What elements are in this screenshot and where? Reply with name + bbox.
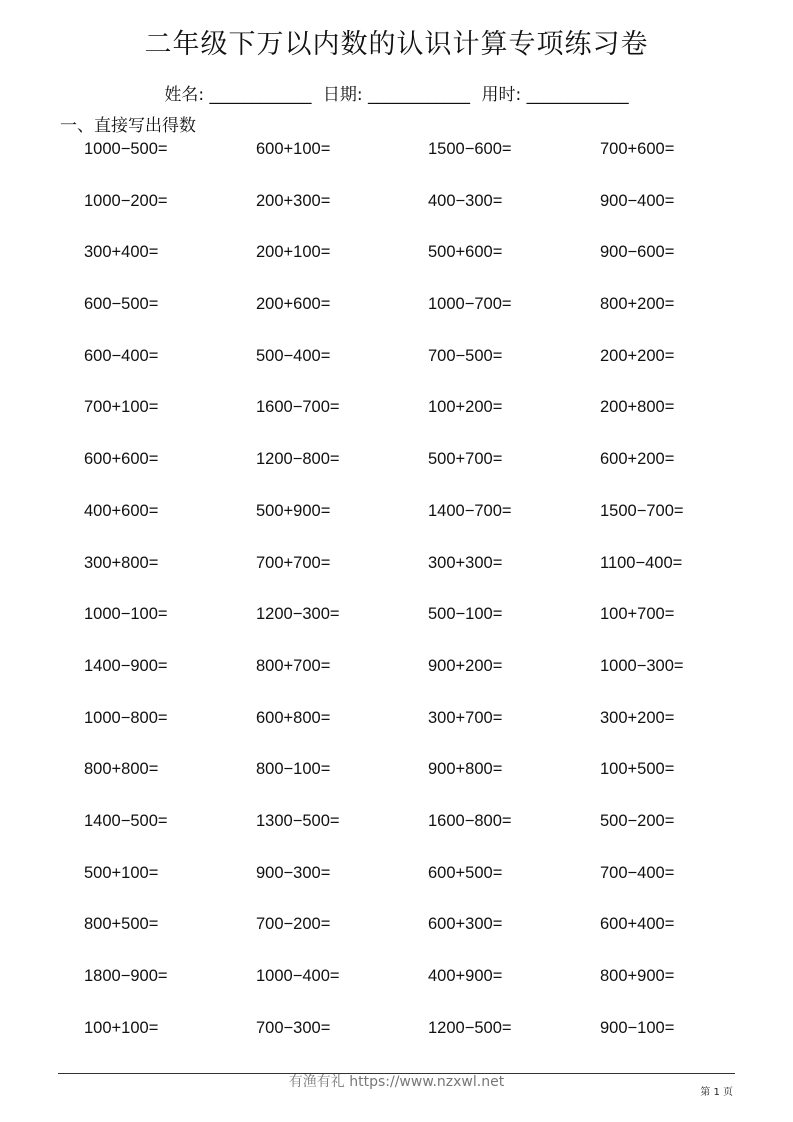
math-problem: 1600−800=: [428, 811, 512, 830]
math-problem: 900−600=: [600, 243, 675, 262]
math-problem: 1000−500=: [84, 140, 168, 158]
student-info-line: [0, 80, 793, 105]
math-problem: 1200−300=: [256, 605, 340, 624]
math-problem: 600−500=: [84, 295, 159, 314]
page-number: 第 1 页: [700, 1087, 733, 1098]
math-problem: 300+300=: [428, 553, 503, 572]
math-problem: 500−200=: [600, 811, 675, 830]
date-field-label: 日期: ____________: [322, 85, 471, 105]
math-problem: 100+500=: [600, 760, 675, 779]
math-problem: 300+700=: [428, 708, 503, 727]
math-problem: 400−300=: [428, 191, 503, 210]
math-problem: 600−400=: [84, 346, 159, 365]
math-problem: 1800−900=: [84, 967, 168, 985]
math-problem: 800+900=: [600, 967, 675, 985]
math-problem: 1200−800=: [256, 450, 340, 469]
math-problem: 700−300=: [256, 1018, 331, 1037]
math-problem: 800+500=: [84, 915, 159, 934]
math-problem: 800+200=: [600, 295, 675, 314]
math-problem: 300+200=: [600, 708, 675, 727]
math-problem: 1400−900=: [84, 656, 168, 675]
math-problem: 600+500=: [428, 863, 503, 882]
math-problem: 400+600=: [84, 501, 159, 520]
math-problem: 1200−500=: [428, 1018, 512, 1037]
math-problem: 700+600=: [600, 140, 675, 158]
math-problem: 500+700=: [428, 450, 503, 469]
math-problem: 800+700=: [256, 656, 331, 675]
math-problem: 500+600=: [428, 243, 503, 262]
math-problem: 1500−700=: [600, 501, 684, 520]
math-problem: 1000−400=: [256, 967, 340, 985]
math-problem: 500−100=: [428, 605, 503, 624]
math-problem: 700−400=: [600, 863, 675, 882]
math-problem: 600+300=: [428, 915, 503, 934]
worksheet-title: 二年级下万以内数的认识计算专项练习卷: [144, 29, 649, 60]
math-problem: 300+800=: [84, 553, 159, 572]
math-problem: 200+800=: [600, 398, 675, 417]
math-problem: 500+900=: [256, 501, 331, 520]
problem-grid: [84, 137, 774, 1067]
math-problem: 1000−700=: [428, 295, 512, 314]
math-problem: 1000−300=: [600, 656, 684, 675]
name-field-label: 姓名: ____________: [164, 85, 312, 105]
math-problem: 200+600=: [256, 295, 331, 314]
math-problem: 600+400=: [600, 915, 675, 934]
math-problem: 600+800=: [256, 708, 331, 727]
math-problem: 900−300=: [256, 863, 331, 882]
math-problem: 500−400=: [256, 346, 331, 365]
watermark-text: 有渔有礼 https://www.nzxwl.net: [288, 1074, 505, 1090]
math-problem: 800+800=: [84, 760, 159, 779]
section-title: 一、直接写出得数: [60, 116, 196, 136]
math-problem: 600+600=: [84, 450, 159, 469]
math-problem: 700+700=: [256, 553, 331, 572]
math-problem: 800−100=: [256, 760, 331, 779]
math-problem: 200+100=: [256, 243, 331, 262]
math-problem: 900−100=: [600, 1018, 675, 1037]
math-problem: 1400−700=: [428, 501, 512, 520]
math-problem: 1000−100=: [84, 605, 168, 624]
math-problem: 400+900=: [428, 967, 503, 985]
math-problem: 100+100=: [84, 1018, 159, 1037]
math-problem: 1000−200=: [84, 191, 168, 210]
math-problem: 1100−400=: [600, 553, 683, 572]
math-problem: 1500−600=: [428, 140, 512, 158]
math-problem: 600+100=: [256, 140, 331, 158]
math-problem: 500+100=: [84, 863, 159, 882]
time-field-label: 用时: ____________: [481, 85, 629, 105]
math-problem: 900+200=: [428, 656, 503, 675]
math-problem: 700+100=: [84, 398, 159, 417]
math-problem: 600+200=: [600, 450, 675, 469]
math-problem: 1300−500=: [256, 811, 340, 830]
math-problem: 200+300=: [256, 191, 331, 210]
math-problem: 900−400=: [600, 191, 675, 210]
math-problem: 1600−700=: [256, 398, 340, 417]
math-problem: 200+200=: [600, 346, 675, 365]
math-problem: 700−200=: [256, 915, 331, 934]
math-problem: 300+400=: [84, 243, 159, 262]
math-problem: 1000−800=: [84, 708, 168, 727]
math-problem: 100+200=: [428, 398, 503, 417]
math-problem: 1400−500=: [84, 811, 168, 830]
math-problem: 700−500=: [428, 346, 503, 365]
math-problem: 100+700=: [600, 605, 675, 624]
math-problem: 900+800=: [428, 760, 503, 779]
